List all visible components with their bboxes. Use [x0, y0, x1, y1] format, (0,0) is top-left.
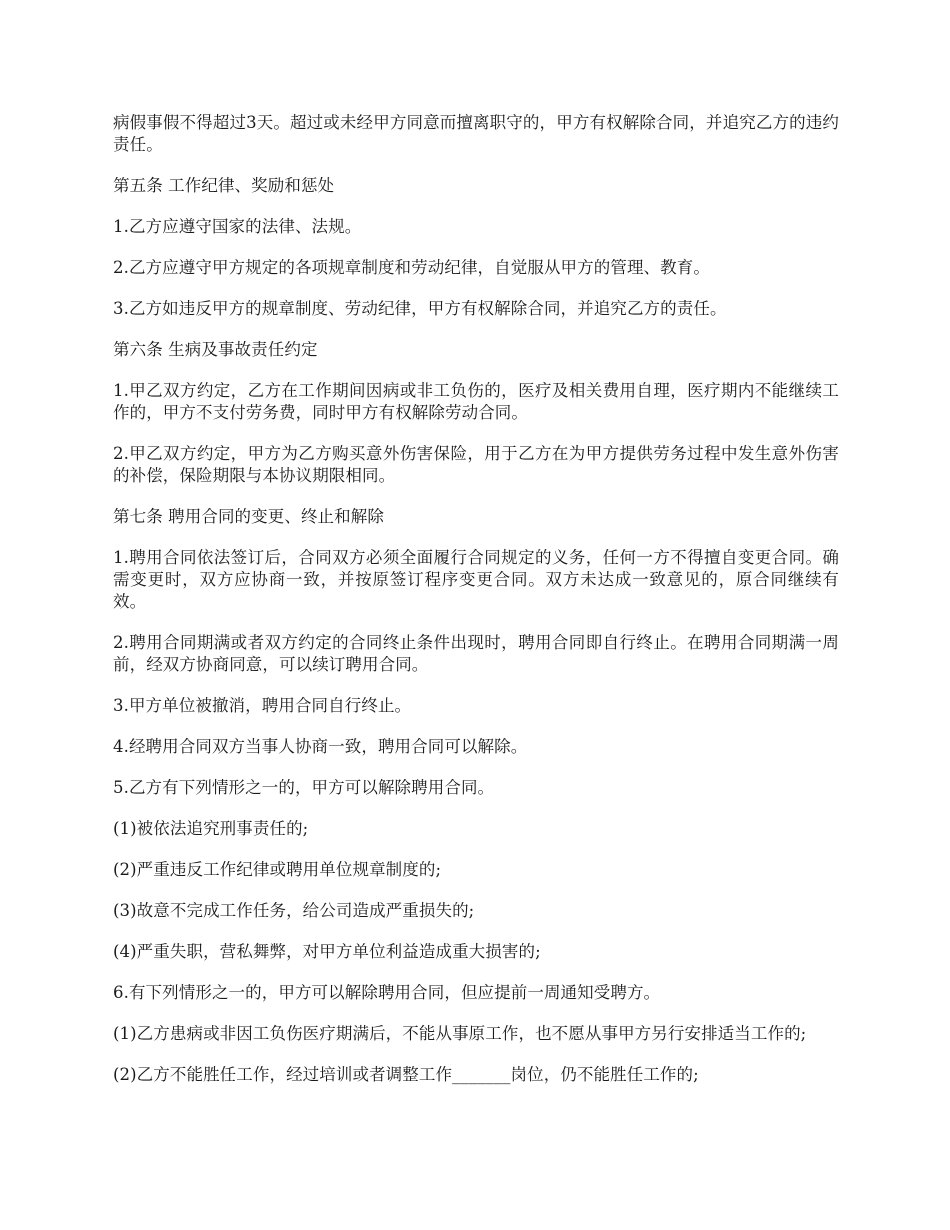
- heading-article-6: 第六条 生病及事故责任约定: [113, 340, 318, 359]
- list-item-7-5-3: (3)故意不完成工作任务，给公司造成严重损失的;: [113, 901, 475, 920]
- document-page: [113, 112, 839, 1105]
- paragraph-5-2: 2.乙方应遵守甲方规定的各项规章制度和劳动纪律，自觉服从甲方的管理、教育。: [113, 258, 710, 277]
- list-item-7-5-4: (4)严重失职，营私舞弊，对甲方单位利益造成重大损害的;: [113, 942, 541, 961]
- paragraph-5-3: 3.乙方如违反甲方的规章制度、劳动纪律，甲方有权解除合同，并追究乙方的责任。: [113, 299, 727, 318]
- heading-article-5: 第五条 工作纪律、奖励和惩处: [113, 176, 335, 195]
- paragraph-6-2: 2.甲乙双方约定，甲方为乙方购买意外伤害保险，用于乙方在为甲方提供劳务过程中发生意外伤害的补偿，保险期限与本协议期限相同。: [113, 444, 839, 485]
- heading-article-7: 第七条 聘用合同的变更、终止和解除: [113, 507, 384, 526]
- paragraph-7-4: 4.经聘用合同双方当事人协商一致，聘用合同可以解除。: [113, 737, 528, 756]
- list-item-7-6-2: (2)乙方不能胜任工作，经过培训或者调整工作_______岗位，仍不能胜任工作的;: [113, 1065, 699, 1084]
- paragraph-7-1: 1.聘用合同依法签订后，合同双方必须全面履行合同规定的义务，任何一方不得擅自变更合同。确需变更时，双方应协商一致，并按原签订程序变更合同。双方未达成一致意见的，原合同继续有效。: [113, 548, 839, 611]
- paragraph-6-1: 1.甲乙双方约定，乙方在工作期间因病或非工负伤的，医疗及相关费用自理，医疗期内不能继续工作的，甲方不支付劳务费，同时甲方有权解除劳动合同。: [113, 381, 839, 422]
- list-item-7-5-2: (2)严重违反工作纪律或聘用单位规章制度的;: [113, 860, 442, 879]
- list-item-7-6-1: (1)乙方患病或非因工负伤医疗期满后，不能从事原工作，也不愿从事甲方另行安排适当工作的;: [113, 1024, 807, 1043]
- paragraph-7-6: 6.有下列情形之一的，甲方可以解除聘用合同，但应提前一周通知受聘方。: [113, 983, 661, 1002]
- paragraph-5-1: 1.乙方应遵守国家的法律、法规。: [113, 217, 362, 236]
- paragraph-7-3: 3.甲方单位被撤消，聘用合同自行终止。: [113, 696, 412, 715]
- paragraph-7-5: 5.乙方有下列情形之一的，甲方可以解除聘用合同。: [113, 778, 495, 797]
- paragraph-sick-leave-limit: 病假事假不得超过3天。超过或未经甲方同意而擅离职守的，甲方有权解除合同，并追究乙方的违约责任。: [113, 113, 839, 154]
- list-item-7-5-1: (1)被依法追究刑事责任的;: [113, 819, 309, 838]
- paragraph-7-2: 2.聘用合同期满或者双方约定的合同终止条件出现时，聘用合同即自行终止。在聘用合同期满一周前，经双方协商同意，可以续订聘用合同。: [113, 633, 839, 674]
